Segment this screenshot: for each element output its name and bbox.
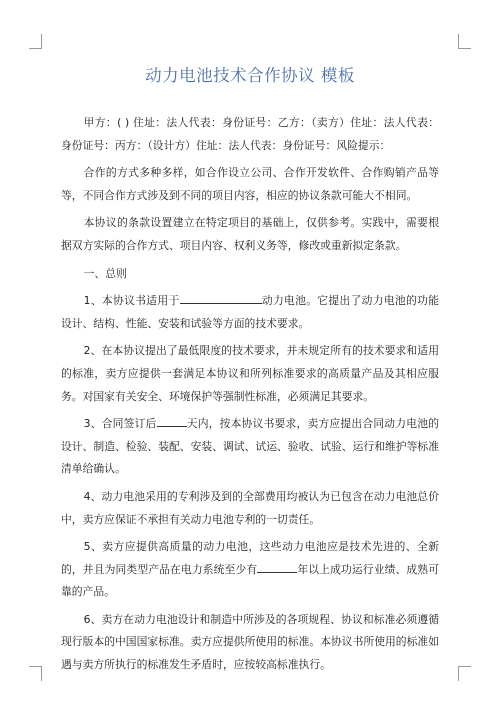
crop-mark-bottom-right xyxy=(458,666,471,681)
reference-paragraph: 本协议的条款设置建立在特定项目的基础上，仅供参考。实践中，需要根据双方实际的合作方式、项目内容、权利义务等，修改或重新拟定条款。 xyxy=(61,216,439,252)
clause-5-text-before: 5、卖方应提供高质量的动力电池，这些动力电池应是技术先进的、全新的，并且为同类型产品在电力系统至少有 xyxy=(61,540,439,576)
clause-3-text-before: 3、合同签订后 xyxy=(83,417,157,431)
fill-in-blank xyxy=(257,560,297,573)
document-body xyxy=(61,112,439,682)
clause-5-text-after: 年以上成功运行业绩、成熟可靠的产品。 xyxy=(61,562,440,599)
clause-1 xyxy=(61,290,439,335)
parties-paragraph: 甲方：( ) 住址：法人代表：身份证号：乙方：（卖方）住址：法人代表：身份证号：丙方：（设计方）住址：法人代表：身份证号：风险提示： xyxy=(61,116,439,152)
clause-2: 2、在本协议提出了最低限度的技术要求，并未规定所有的技术要求和适用的标准，卖方应提供一套满足本协议和所列标准要求的高质量产品及其相应服务。对国家有关安全、环境保护等强制性标准，必须满足其要求。 xyxy=(61,344,439,403)
clause-4: 4、动力电池采用的专利涉及到的全部费用均被认为已包含在动力电池总价中，卖方应保证不承担有关动力电池专利的一切责任。 xyxy=(61,489,439,526)
cooperation-paragraph: 合作的方式多种多样，如合作设立公司、合作开发软件、合作购销产品等等，不同合作方式涉及到不同的项目内容，相应的协议条款可能大不相同。 xyxy=(61,166,439,202)
section-heading-general: 一、总则 xyxy=(83,266,127,280)
crop-mark-top-right xyxy=(458,34,471,49)
document-title: 动力电池技术合作协议 模板 xyxy=(145,66,355,85)
crop-mark-bottom-left xyxy=(29,666,42,681)
crop-mark-top-left xyxy=(29,34,42,49)
clause-1-text-after: 动力电池。它提出了动力电池的功能设计、结构、性能、安装和试验等方面的技术要求。 xyxy=(61,294,440,330)
clause-3-text-after: 天内，按本协议书要求，卖方应提出合同动力电池的设计、制造、检验、装配、安装、调试、试运、验收、试验、运行和维护等标准清单给确认。 xyxy=(61,417,440,476)
clause-6: 6、卖方在动力电池设计和制造中所涉及的各项规程、协议和标准必须遵循现行版本的中国国家标准。卖方应提供所使用的标准。本协议书所使用的标准如遇与卖方所执行的标准发生矛盾时，应按较高标准执行。 xyxy=(61,612,439,672)
clause-1-text-before: 1、本协议书适用于 xyxy=(83,294,180,308)
clause-5 xyxy=(61,536,439,604)
clause-3 xyxy=(61,413,439,481)
fill-in-blank xyxy=(157,414,187,427)
fill-in-blank xyxy=(180,291,262,304)
